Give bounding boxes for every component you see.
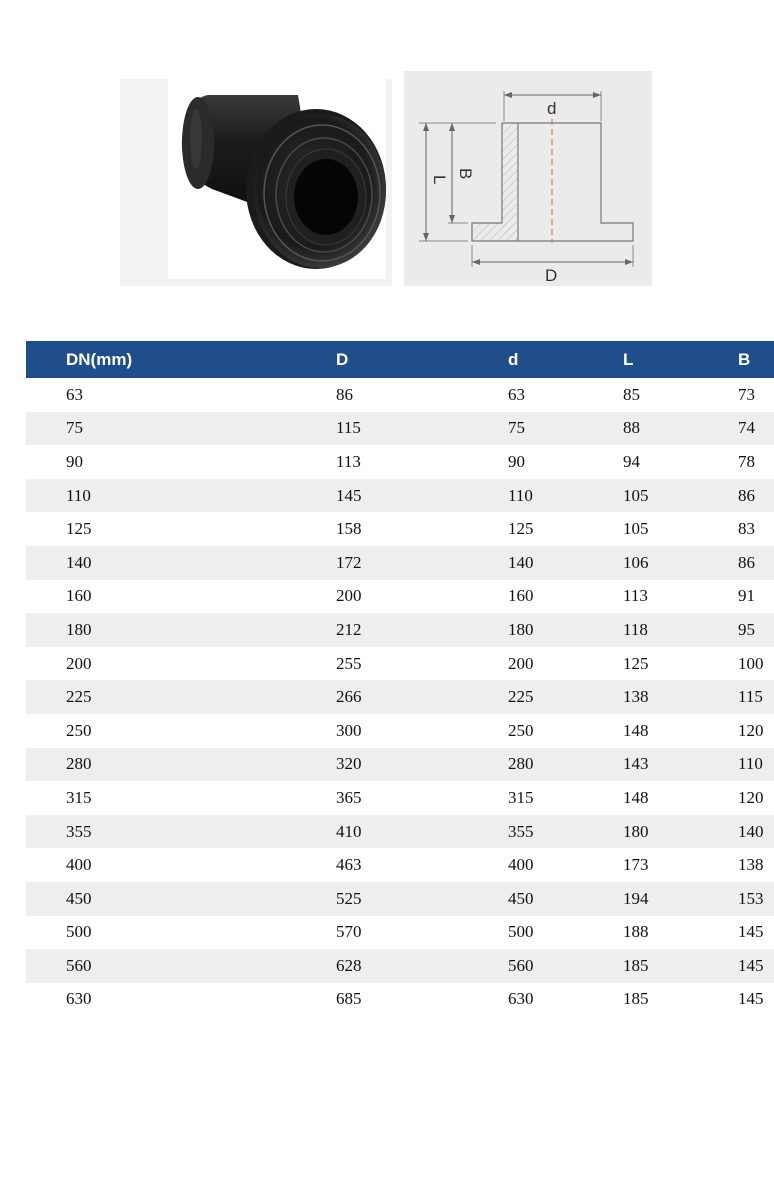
cell: 500: [508, 922, 534, 942]
cell: 225: [26, 680, 336, 714]
cell: 110: [26, 479, 336, 513]
cell: 145: [336, 479, 508, 513]
cell: 185: [623, 949, 738, 983]
cell: 86: [738, 479, 774, 513]
cell: 125: [66, 519, 92, 539]
table-row: [26, 647, 774, 681]
cell: 410: [336, 815, 508, 849]
cell: 140: [508, 546, 623, 580]
cell: 463: [336, 855, 362, 875]
cell: 450: [508, 882, 623, 916]
cell: 140: [26, 546, 336, 580]
cell: 315: [66, 787, 92, 807]
cell: 280: [508, 748, 623, 782]
cell: 630: [66, 989, 92, 1009]
cell: 200: [66, 653, 92, 673]
cell: 180: [26, 613, 336, 647]
table-row: [26, 949, 774, 983]
cell: 143: [623, 748, 738, 782]
cell: 180: [623, 815, 738, 849]
cell: 110: [508, 479, 623, 513]
table-row: [26, 580, 774, 614]
cell: 212: [336, 613, 508, 647]
cell: 570: [336, 922, 362, 942]
cell: 110: [738, 748, 774, 782]
cell: 145: [738, 949, 774, 983]
table-row: [26, 445, 774, 479]
cell: 628: [336, 949, 508, 983]
cell: 74: [738, 412, 774, 446]
cell: 105: [623, 519, 649, 539]
cell: 266: [336, 680, 508, 714]
cell: 255: [336, 653, 362, 673]
cell: 355: [26, 815, 336, 849]
cell: 250: [508, 720, 534, 740]
cell: 320: [336, 748, 508, 782]
cell: 91: [738, 586, 755, 606]
cell: 250: [66, 720, 92, 740]
cell: 90: [66, 451, 83, 471]
cell: 685: [336, 989, 362, 1009]
cell: 160: [508, 586, 534, 606]
cell: 148: [623, 720, 649, 740]
cell: 160: [66, 586, 92, 606]
header-L: L: [623, 341, 738, 378]
table-row: [26, 781, 774, 815]
stub-flange-image: [120, 79, 392, 286]
cell: 63: [508, 384, 525, 404]
header-D: D: [336, 341, 508, 378]
cell: 95: [738, 613, 774, 647]
cell: 106: [623, 546, 738, 580]
cell: 100: [738, 653, 764, 673]
cell: 115: [738, 680, 774, 714]
cell: 120: [738, 720, 764, 740]
cell: 400: [508, 855, 534, 875]
product-photo: [120, 79, 392, 286]
cell: 194: [623, 882, 738, 916]
table-row: [26, 748, 774, 782]
cell: 280: [26, 748, 336, 782]
cell: 200: [508, 653, 534, 673]
cell: 355: [508, 815, 623, 849]
cell: 450: [26, 882, 336, 916]
spec-table: [26, 341, 774, 1016]
table-row: [26, 479, 774, 513]
cell: 105: [623, 479, 738, 513]
cell: 115: [336, 412, 508, 446]
cell: 138: [738, 855, 764, 875]
cell: 145: [738, 922, 764, 942]
cell: 118: [623, 613, 738, 647]
flange-drawing: [404, 71, 652, 286]
cell: 75: [508, 412, 623, 446]
cell: 125: [508, 519, 534, 539]
cell: 85: [623, 384, 640, 404]
cell: 153: [738, 882, 774, 916]
cell: 188: [623, 922, 649, 942]
cell: 94: [623, 451, 640, 471]
cell: 88: [623, 412, 738, 446]
label-d: d: [547, 99, 557, 118]
table-row: [26, 412, 774, 446]
cell: 90: [508, 451, 525, 471]
cell: 125: [623, 653, 649, 673]
cell: 400: [66, 855, 92, 875]
label-D: D: [545, 266, 558, 285]
table-row: [26, 848, 774, 882]
table-row: [26, 546, 774, 580]
table-header-row: [26, 341, 774, 378]
table-row: [26, 613, 774, 647]
header-d: d: [508, 341, 623, 378]
header-dn: DN(mm): [26, 341, 336, 378]
cell: 315: [508, 787, 534, 807]
header-B: B: [738, 341, 774, 378]
cell: 158: [336, 519, 362, 539]
cell: 173: [623, 855, 649, 875]
cell: 172: [336, 546, 508, 580]
cell: 86: [336, 384, 353, 404]
cell: 75: [26, 412, 336, 446]
cell: 78: [738, 451, 755, 471]
cell: 300: [336, 720, 362, 740]
cell: 113: [623, 586, 648, 606]
cell: 63: [66, 384, 83, 404]
cell: 83: [738, 519, 755, 539]
cell: 145: [738, 989, 764, 1009]
table-row: [26, 916, 774, 950]
table-row: [26, 512, 774, 546]
cell: 148: [623, 787, 649, 807]
cell: 86: [738, 546, 774, 580]
cell: 630: [508, 989, 534, 1009]
cell: 73: [738, 384, 755, 404]
cell: 500: [66, 922, 92, 942]
table-row: [26, 983, 774, 1017]
label-L: L: [430, 175, 449, 185]
cell: 113: [336, 451, 361, 471]
cell: 140: [738, 815, 774, 849]
cell: 200: [336, 586, 362, 606]
cell: 225: [508, 680, 623, 714]
cell: 365: [336, 787, 362, 807]
table-row: [26, 714, 774, 748]
dimension-diagram: [404, 71, 652, 286]
cell: 180: [508, 613, 623, 647]
table-row: [26, 378, 774, 412]
label-B: B: [456, 168, 475, 180]
cell: 185: [623, 989, 649, 1009]
cell: 560: [508, 949, 623, 983]
table-row: [26, 882, 774, 916]
cell: 525: [336, 882, 508, 916]
table-row: [26, 680, 774, 714]
cell: 138: [623, 680, 738, 714]
table-row: [26, 815, 774, 849]
cell: 120: [738, 787, 764, 807]
cell: 560: [26, 949, 336, 983]
